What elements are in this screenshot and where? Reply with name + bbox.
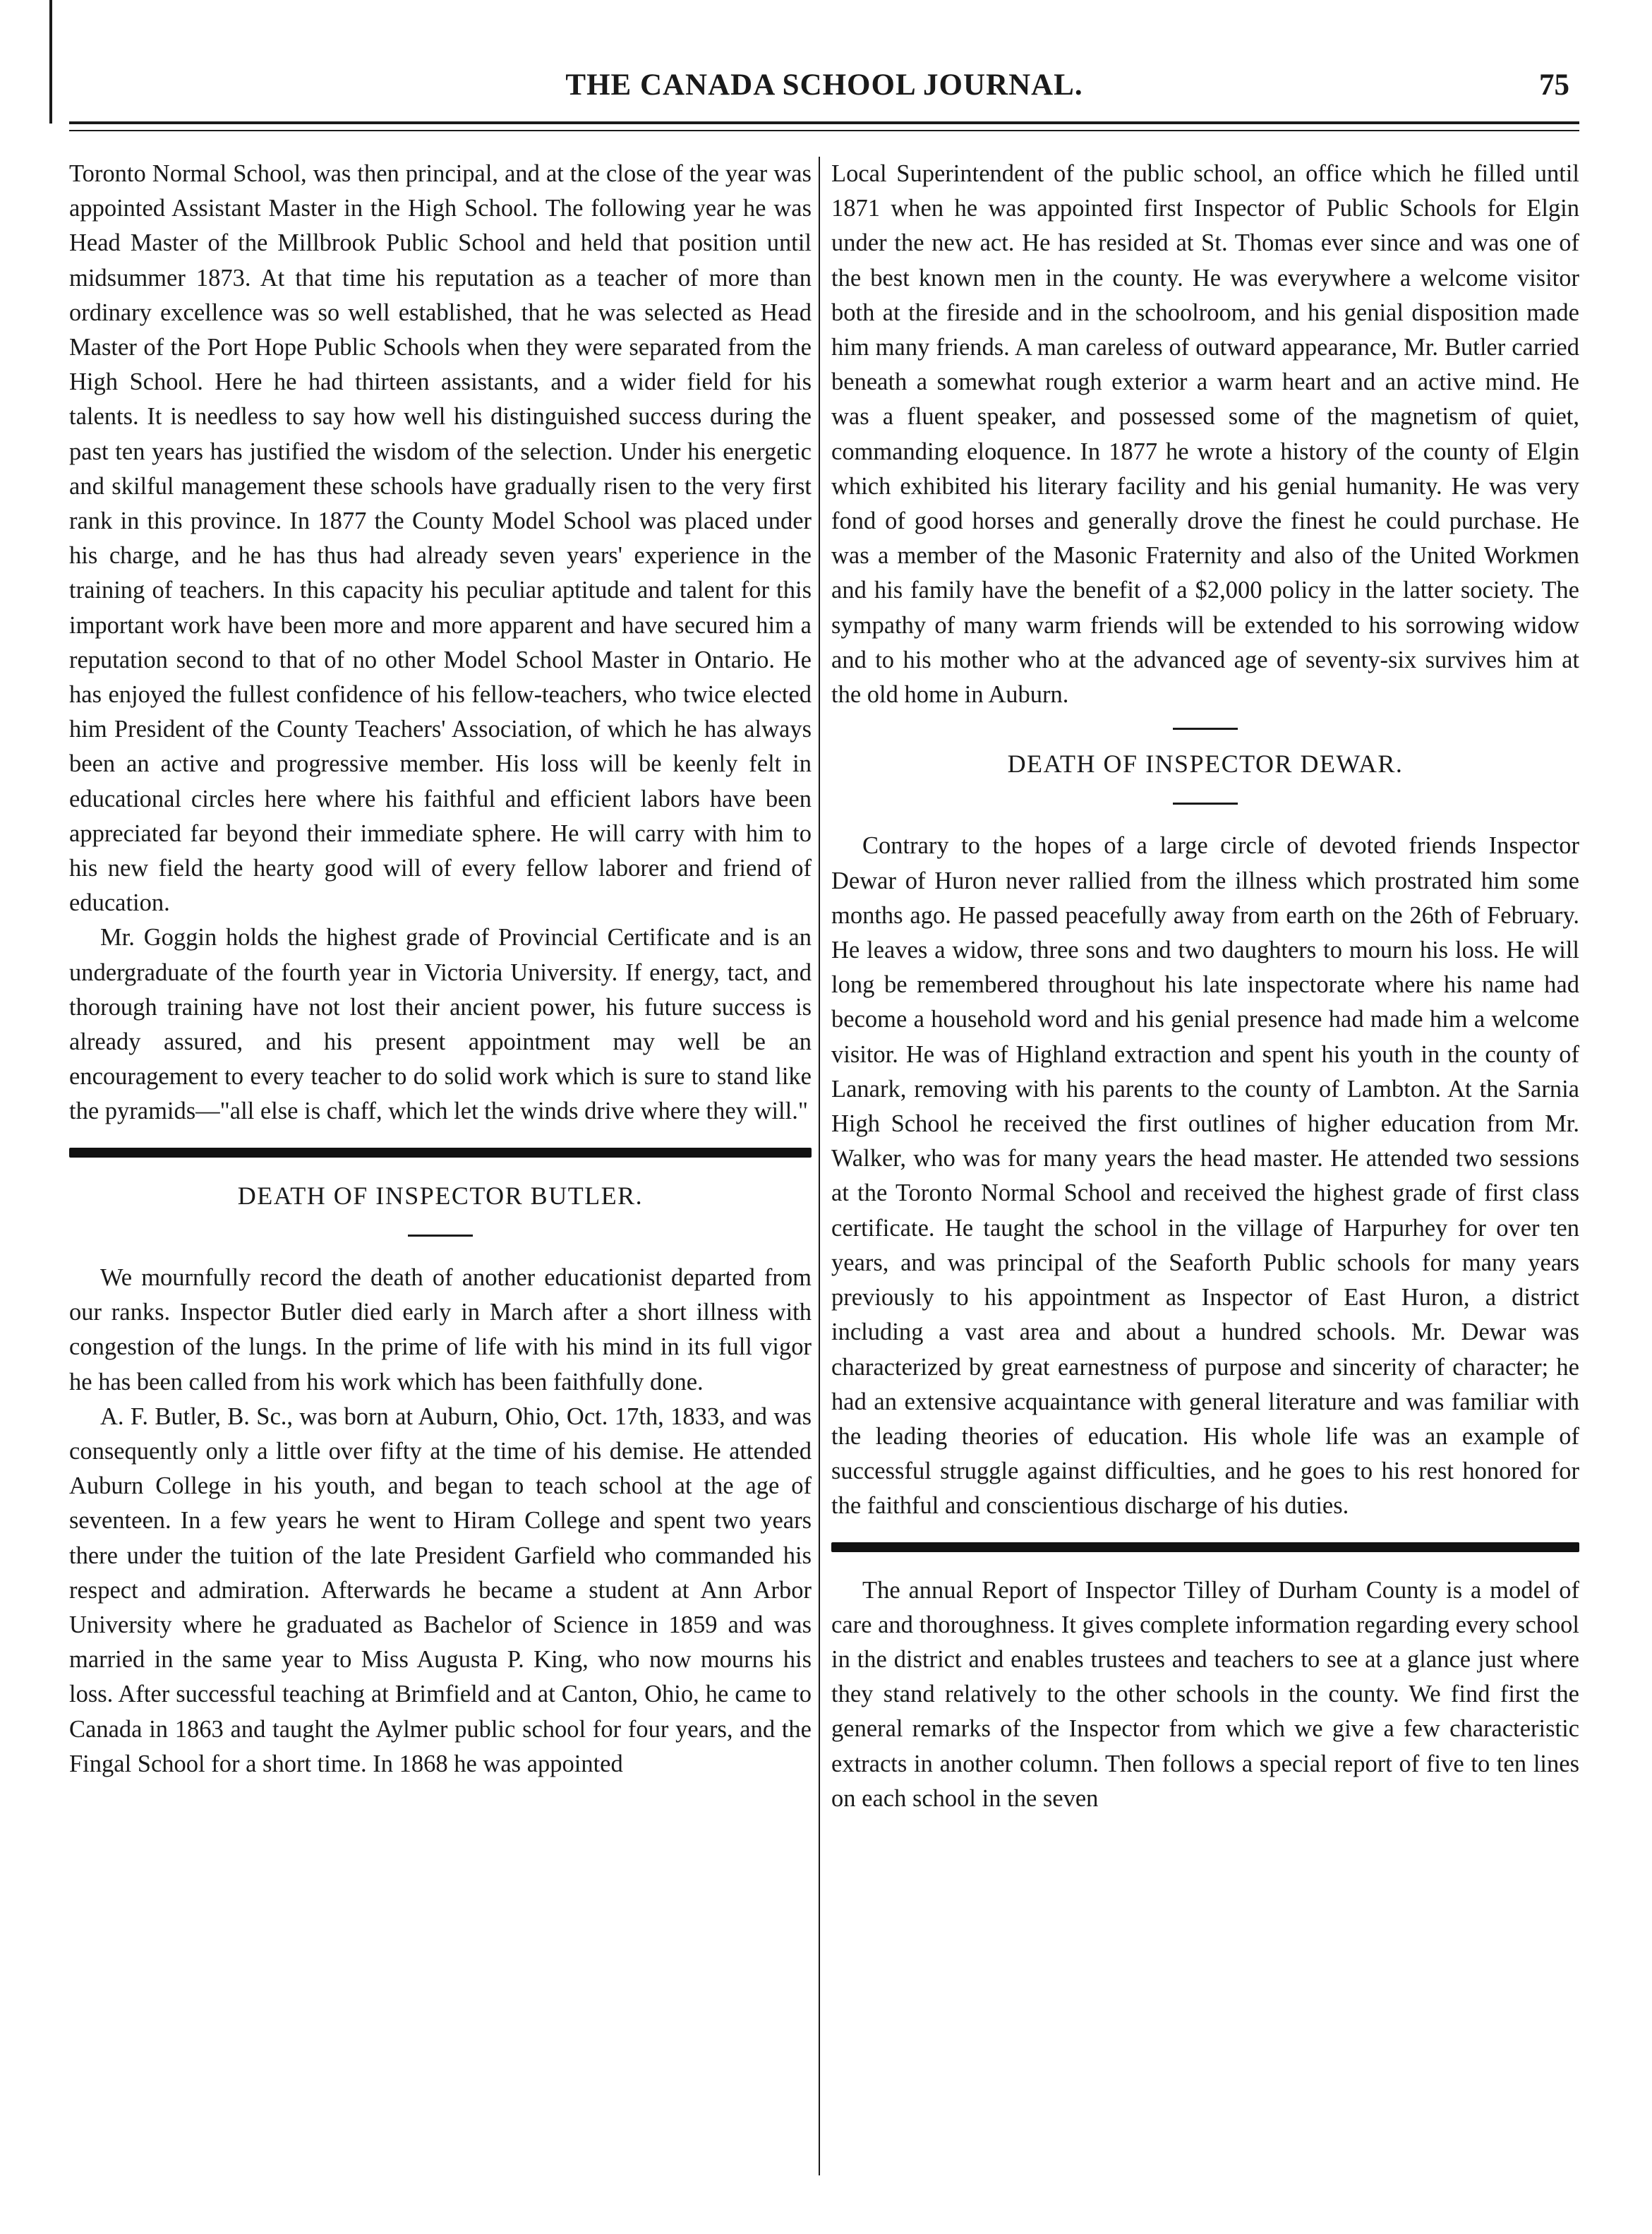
heading-overline-rule (1173, 728, 1238, 730)
header-rule-thick (69, 121, 1579, 124)
butler-intro-paragraph: We mournfully record the death of another educationist departed from our ranks. Inspector Butler died early in March after a short illness with congestion of the lungs. In the prime of life with his mind in its full vigor he has been called from his work which has been faithfully done. (69, 1263, 812, 1395)
section-separator-rule (831, 1542, 1579, 1552)
page-header (69, 68, 1579, 110)
heading-underline-rule (408, 1235, 473, 1237)
page-number: 75 (1539, 68, 1569, 102)
header-rule-thin (69, 130, 1579, 131)
butler-bio-paragraph: A. F. Butler, B. Sc., was born at Auburn, Ohio, Oct. 17th, 1833, and was consequently only a little over fifty at the time of his demise. He attended Auburn College in his youth, and began to teach school at the age of seventeen. In a few years he went to Hiram College and spent two years there under the tuition of the late President Garfield who commanded his respect and admiration. Afterwards he became a student at Ann Arbor University where he graduated as Bachelor of Science in 1859 and was married in the same year to Miss Augusta P. King, who now mourns his loss. After successful teaching at Brimfield and at Canton, Ohio, he came to Canada in 1863 and taught the Aylmer public school for four years, and the Fingal School for a short time. In 1868 he was appointed (69, 1403, 812, 1777)
column-divider (819, 157, 820, 2175)
goggin-continuation-paragraph: Toronto Normal School, was then principal, and at the close of the year was appointed Assistant Master in the High School. The following year he was Head Master of the Millbrook Public School and held that position until midsummer 1873. At that time his reputation as a teacher of more than ordinary excellence was so well established, that he was selected as Head Master of the Port Hope Public Schools when they were separated from the High School. Here he had thirteen assistants, and a wider field for his talents. It is needless to say how well his distinguished success during the past ten years has justified the wisdom of the selection. Under his energetic and skilful management these schools have gradually risen to the very first rank in this province. In 1877 the County Model School was placed under his charge, and he has thus had already seven years' experience in the training of teachers. In this capacity his peculiar aptitude and talent for this important work have been more and more apparent and have secured him a reputation second to that of no other Model School Master in Ontario. He has enjoyed the fullest confidence of his fellow-teachers, who twice elected him President of the County Teachers' Association, of which he has always been an active and progressive member. His loss will be keenly felt in educational circles here where his faithful and efficient labors have been appreciated far beyond their immediate sphere. He will carry with him to his new field the hearty good will of every fellow laborer and friend of education. (69, 160, 812, 917)
tilley-report-paragraph: The annual Report of Inspector Tilley of Durham County is a model of care and thoroughness. It gives complete information regarding every school in the district and enables trustees and teachers to see at a glance just where they stand relatively to the other schools in the county. We find first the general remarks of the Inspector from which we give a few characteristic extracts in another column. Then follows a special report of five to ten lines on each school in the seven (831, 1576, 1579, 1812)
dewar-paragraph: Contrary to the hopes of a large circle of devoted friends Inspector Dewar of Huron never rallied from the illness which prostrated him some months ago. He passed peacefully away from earth on the 26th of February. He leaves a widow, three sons and two daughters to mourn his loss. He will long be remembered throughout his late inspectorate where his name had become a household word and his genial presence had made him a welcome visitor. He was of Highland extraction and spent his youth in the county of Lanark, removing with his parents to the county of Lambton. At the Sarnia High School he received the first outlines of higher education from Mr. Walker, who was for many years the head master. He attended two sessions at the Toronto Normal School and received the highest grade of first class certificate. He taught the school in the village of Harpurhey for over ten years, and was principal of the Seaforth Public schools for many years previously to his appointment as Inspector of East Huron, a district including a vast area and about a hundred schools. Mr. Dewar was characterized by great earnestness of purpose and sincerity of character; he had an extensive acquaintance with general literature and was familiar with the leading theories of education. His whole life was an example of successful struggle against difficulties, and he goes to his rest honored for the faithful and conscientious discharge of his duties. (831, 832, 1579, 1520)
heading-underline-rule (1173, 803, 1238, 805)
butler-heading: DEATH OF INSPECTOR BUTLER. (237, 1181, 644, 1210)
journal-title: THE CANADA SCHOOL JOURNAL. (565, 68, 1083, 102)
goggin-certificate-paragraph: Mr. Goggin holds the highest grade of Provincial Certificate and is an undergraduate of the fourth year in Victoria University. If energy, tact, and thorough training have not lost their ancient power, his future success is already assured, and his present appointment may well be an encouragement to every teacher to do solid work which is sure to stand like the pyramids—"all else is chaff, which let the winds drive where they will." (69, 924, 812, 1125)
right-column (831, 157, 1579, 1816)
dewar-heading: DEATH OF INSPECTOR DEWAR. (1007, 750, 1404, 779)
butler-continuation-paragraph: Local Superintendent of the public school, an office which he filled until 1871 when he was appointed first Inspector of Public Schools for Elgin under the new act. He has resided at St. Thomas ever since and was one of the best known men in the county. He was everywhere a welcome visitor both at the fireside and in the schoolroom, and his genial disposition made him many friends. A man careless of outward appearance, Mr. Butler carried beneath a somewhat rough exterior a warm heart and an active mind. He was a fluent speaker, and possessed some of the magnetism of quiet, commanding eloquence. In 1877 he wrote a history of the county of Elgin which exhibited his literary facility and his genial humanity. He was very fond of good horses and generally drove the finest he could purchase. He was a member of the Masonic Fraternity and also of the United Workmen and his family have the benefit of a $2,000 policy in the latter society. The sympathy of many warm friends will be extended to his sorrowing widow and to his mother who at the advanced age of seventy-six survives him at the old home in Auburn. (831, 160, 1579, 709)
left-column (69, 157, 812, 1782)
binding-edge-rule (49, 0, 52, 124)
section-separator-rule (69, 1148, 812, 1158)
